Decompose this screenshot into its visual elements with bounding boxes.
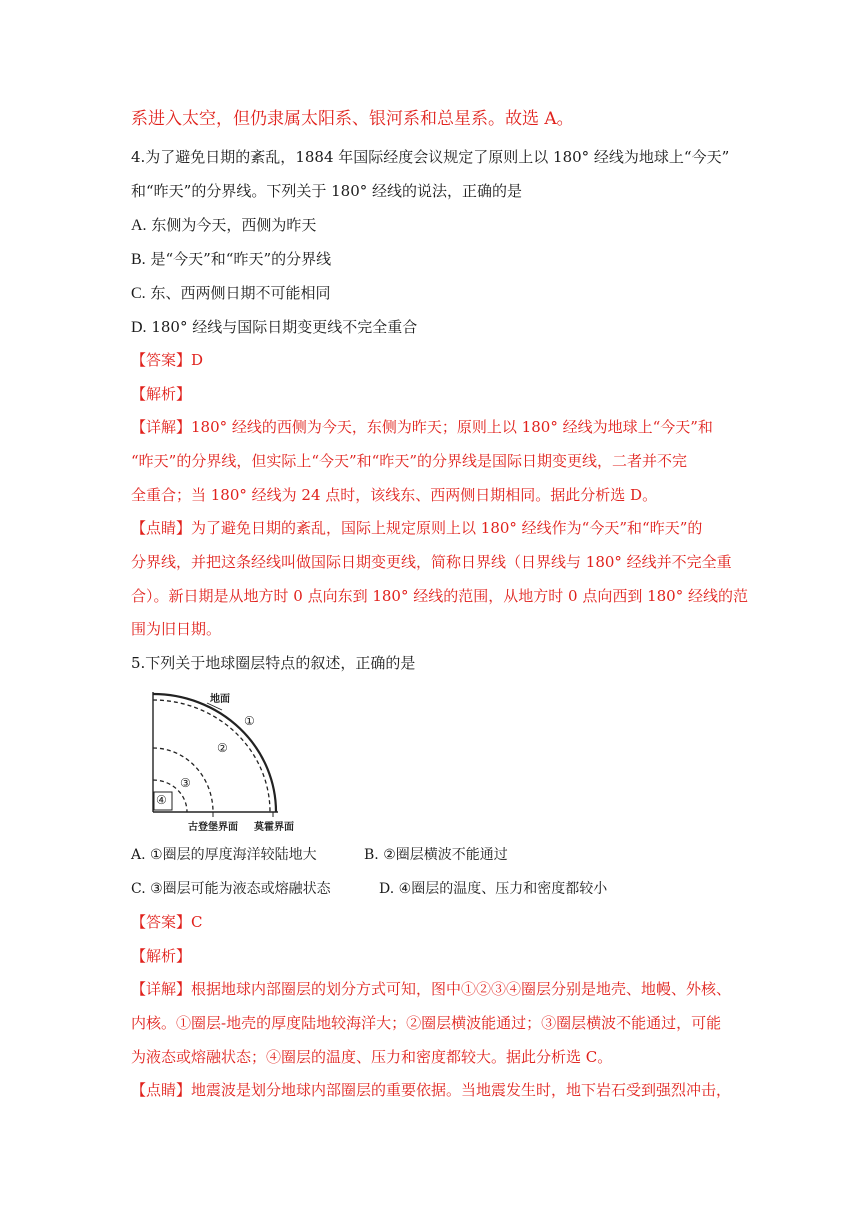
q5-option-d xyxy=(379,879,607,899)
option-text: 东、西两侧日期不可能相同 xyxy=(150,284,331,302)
q4-detail-line2: “昨天”的分界线，但实际上“今天”和“昨天”的分界线是国际日期变更线，二者并不完 xyxy=(131,452,688,470)
option-letter: D. xyxy=(131,319,147,336)
q4-comment-line4: 围为旧日期。 xyxy=(131,620,222,638)
detail-text: 根据地球内部圈层的划分方式可知，图中①②③④圈层分别是地壳、地幔、外核、 xyxy=(191,980,732,998)
q4-analysis-tag: 【解析】 xyxy=(131,385,192,403)
option-text: ④圈层的温度、压力和密度都较小 xyxy=(398,881,608,897)
q5-option-a xyxy=(131,847,317,863)
comment-text: 地震波是划分地球内部圈层的重要依据。当地震发生时，地下岩石受到强烈冲击， xyxy=(191,1081,732,1099)
layer-label-3: ③ xyxy=(180,776,191,790)
q4-answer xyxy=(131,350,203,370)
option-text: ①圈层的厚度海洋较陆地大 xyxy=(150,847,317,863)
q4-stem-line2: 和“昨天”的分界线。下列关于 180° 经线的说法，正确的是 xyxy=(131,182,523,200)
option-letter: D. xyxy=(379,881,395,897)
comment-tag: 【点睛】 xyxy=(131,1081,192,1099)
q4-detail-line1 xyxy=(131,417,713,437)
q4-comment-line2: 分界线，并把这条经线叫做国际日期变更线，简称日界线（日界线与 180° 经线并不完全重 xyxy=(131,553,732,571)
answer-value: D xyxy=(191,351,204,369)
q5-option-b xyxy=(364,845,508,865)
answer-tag: 【答案】 xyxy=(131,913,192,931)
q5-comment-line1 xyxy=(131,1080,731,1100)
detail-tag: 【详解】 xyxy=(131,980,192,998)
q4-comment-line1 xyxy=(131,518,702,538)
answer-value: C xyxy=(191,913,203,931)
answer-tag: 【答案】 xyxy=(131,351,192,369)
q5-option-c xyxy=(131,881,331,897)
option-letter: A. xyxy=(131,217,147,234)
q5-detail-line2: 内核。①圈层-地壳的厚度陆地较海洋大；②圈层横波能通过；③圈层横波不能通过，可能 xyxy=(131,1014,722,1032)
detail-tag: 【详解】 xyxy=(131,418,192,436)
option-text: 东侧为今天，西侧为昨天 xyxy=(151,216,317,234)
option-text: ②圈层横波不能通过 xyxy=(383,847,508,863)
layer-label-4: ④ xyxy=(156,793,167,807)
q4-comment-line3: 合）。新日期是从地方时 0 点向东到 180° 经线的范围，从地方时 0 点向西到 180° 经线的范 xyxy=(131,587,748,605)
q4-detail-line3: 全重合；当 180° 经线为 24 点时，该线东、西两侧日期相同。据此分析选 D。 xyxy=(131,486,658,504)
earth-layers-diagram xyxy=(150,690,310,832)
earth-layers-svg xyxy=(150,690,310,832)
option-text: 是“今天”和“昨天”的分界线 xyxy=(150,250,332,268)
q5-analysis-tag: 【解析】 xyxy=(131,947,192,965)
q4-option-d xyxy=(131,317,417,338)
option-letter: B. xyxy=(131,251,146,268)
q4-option-a xyxy=(131,215,316,236)
option-text: 180° 经线与国际日期变更线不完全重合 xyxy=(151,318,418,336)
moho-label: 莫霍界面 xyxy=(254,822,294,833)
gutenberg-label: 古登堡界面 xyxy=(188,822,238,833)
comment-tag: 【点睛】 xyxy=(131,519,192,537)
q5-options-row2 xyxy=(131,879,608,899)
q5-answer xyxy=(131,912,203,932)
prev-answer-tail: 系进入太空，但仍隶属太阳系、银河系和总星系。故选 A。 xyxy=(131,109,574,129)
option-letter: C. xyxy=(131,881,146,897)
comment-text: 为了避免日期的紊乱，国际上规定原则上以 180° 经线作为“今天”和“昨天”的 xyxy=(191,519,703,537)
option-letter: A. xyxy=(131,847,146,863)
q5-detail-line1 xyxy=(131,979,731,999)
option-letter: B. xyxy=(364,847,379,863)
q4-option-c xyxy=(131,283,330,304)
option-text: ③圈层可能为液态或熔融状态 xyxy=(150,881,331,897)
layer-label-2: ② xyxy=(217,741,228,755)
detail-text: 180° 经线的西侧为今天，东侧为昨天；原则上以 180° 经线为地球上“今天”和 xyxy=(191,418,713,436)
option-letter: C. xyxy=(131,285,146,302)
q4-option-b xyxy=(131,249,331,270)
q5-options-row1 xyxy=(131,845,508,865)
q5-detail-line3: 为液态或熔融状态；④圈层的温度、压力和密度都较大。据此分析选 C。 xyxy=(131,1048,613,1066)
surface-label: 地面 xyxy=(210,694,230,705)
q5-stem: 5.下列关于地球圈层特点的叙述，正确的是 xyxy=(131,654,416,672)
q4-stem-line1: 4.为了避免日期的紊乱，1884 年国际经度会议规定了原则上以 180° 经线为地球上“今天” xyxy=(131,148,730,166)
layer-label-1: ① xyxy=(244,714,255,728)
